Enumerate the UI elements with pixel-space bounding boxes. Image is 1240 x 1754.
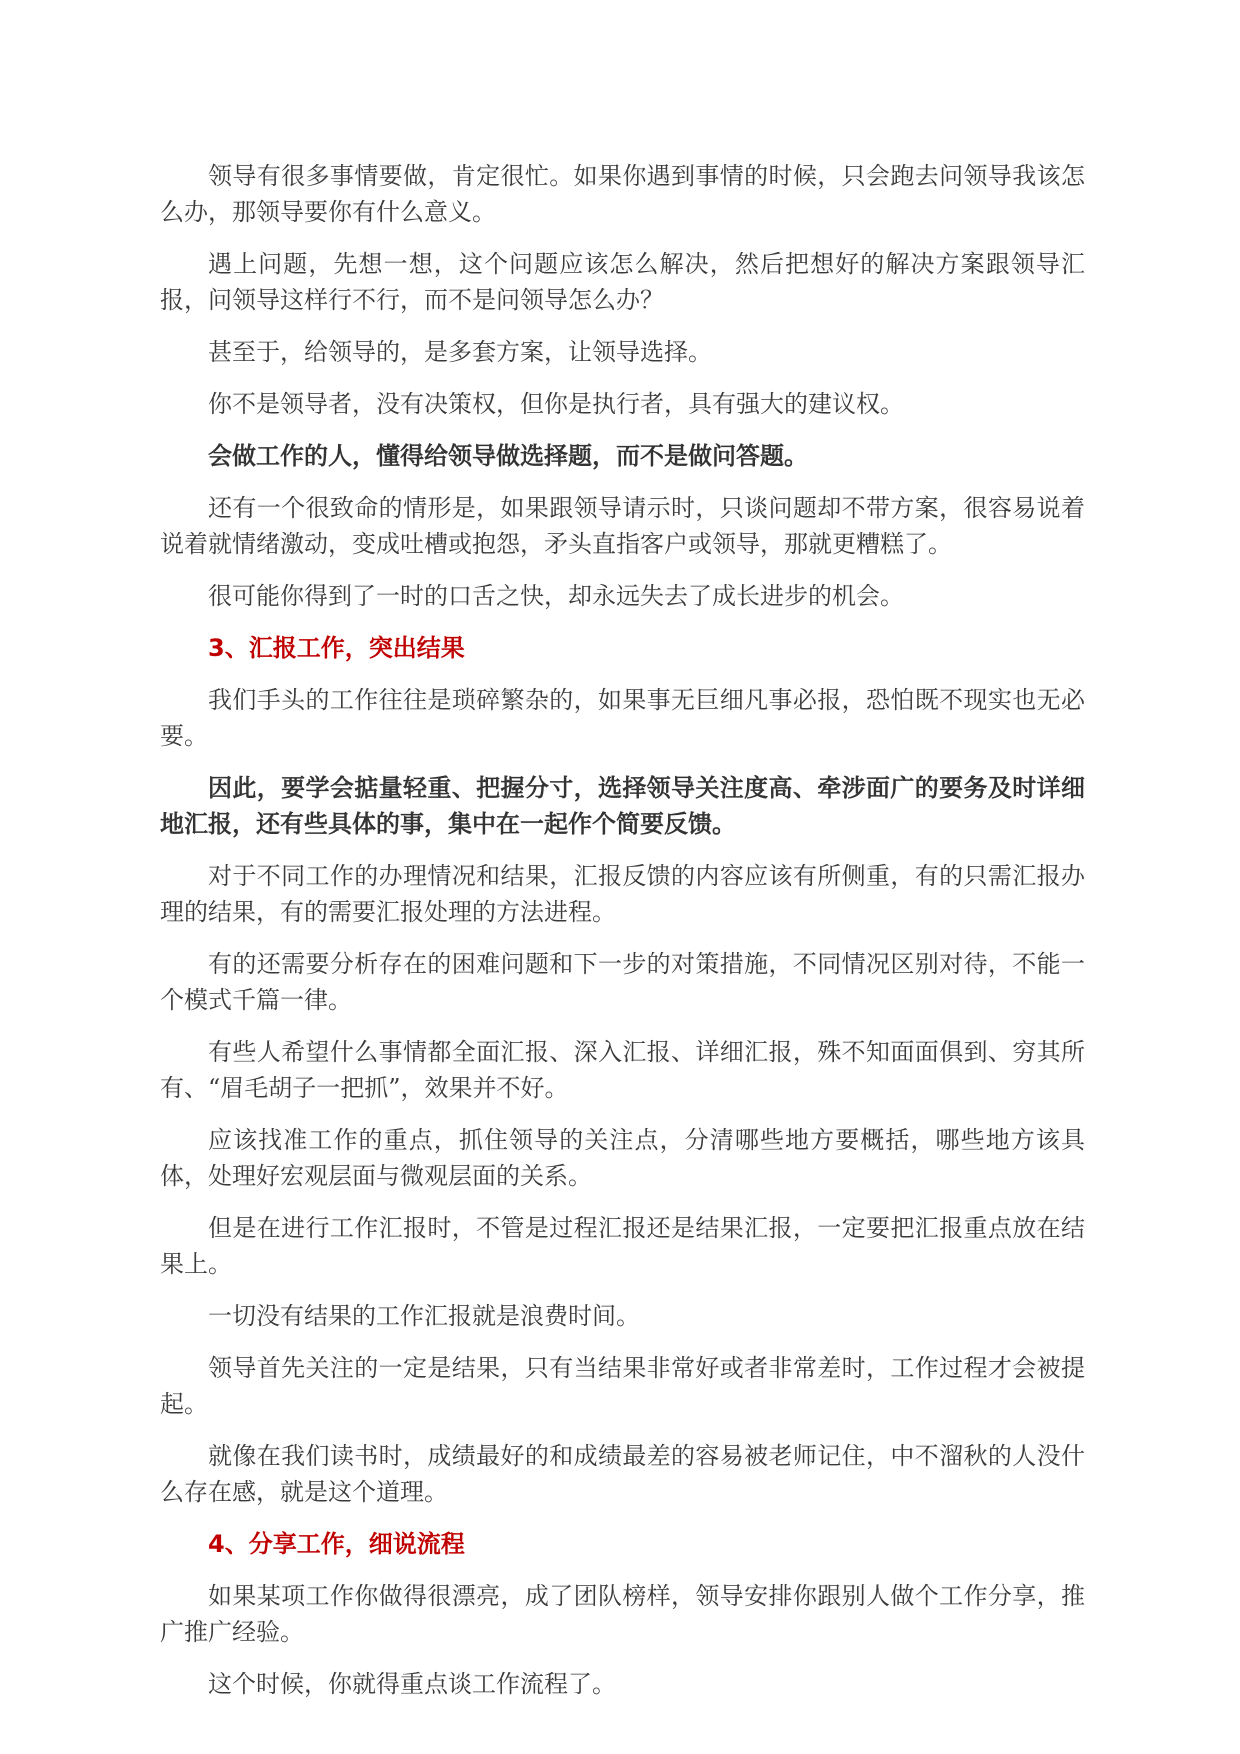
paragraph: 对于不同工作的办理情况和结果，汇报反馈的内容应该有所侧重，有的只需汇报办理的结果，有的需要汇报处理的方法进程。 — [160, 862, 1085, 926]
paragraph: 就像在我们读书时，成绩最好的和成绩最差的容易被老师记住，中不溜秋的人没什么存在感，就是这个道理。 — [160, 1442, 1085, 1506]
section-heading: 4、分享工作，细说流程 — [208, 1530, 465, 1558]
paragraph: 甚至于，给领导的，是多套方案，让领导选择。 — [208, 338, 712, 366]
document-page — [160, 158, 1085, 1718]
paragraph: 但是在进行工作汇报时，不管是过程汇报还是结果汇报，一定要把汇报重点放在结果上。 — [160, 1214, 1085, 1278]
paragraph: 很可能你得到了一时的口舌之快，却永远失去了成长进步的机会。 — [208, 582, 904, 610]
paragraph: 有的还需要分析存在的困难问题和下一步的对策措施，不同情况区别对待，不能一个模式千篇一律。 — [160, 950, 1085, 1014]
paragraph: 我们手头的工作往往是琐碎繁杂的，如果事无巨细凡事必报，恐怕既不现实也无必要。 — [160, 686, 1085, 750]
bold-paragraph: 因此，要学会掂量轻重、把握分寸，选择领导关注度高、牵涉面广的要务及时详细地汇报，还有些具体的事，集中在一起作个简要反馈。 — [160, 774, 1085, 838]
paragraph: 遇上问题，先想一想，这个问题应该怎么解决，然后把想好的解决方案跟领导汇报，问领导这样行不行，而不是问领导怎么办？ — [160, 250, 1085, 314]
paragraph: 如果某项工作你做得很漂亮，成了团队榜样，领导安排你跟别人做个工作分享，推广推广经验。 — [160, 1582, 1085, 1646]
paragraph: 领导首先关注的一定是结果，只有当结果非常好或者非常差时，工作过程才会被提起。 — [160, 1354, 1085, 1418]
paragraph: 领导有很多事情要做，肯定很忙。如果你遇到事情的时候，只会跑去问领导我该怎么办，那领导要你有什么意义。 — [160, 162, 1085, 226]
paragraph: 应该找准工作的重点，抓住领导的关注点，分清哪些地方要概括，哪些地方该具体，处理好宏观层面与微观层面的关系。 — [160, 1126, 1085, 1190]
bold-paragraph: 会做工作的人，懂得给领导做选择题，而不是做问答题。 — [208, 442, 808, 470]
paragraph: 有些人希望什么事情都全面汇报、深入汇报、详细汇报，殊不知面面俱到、穷其所有、“眉毛胡子一把抓”，效果并不好。 — [160, 1038, 1085, 1102]
paragraph: 还有一个很致命的情形是，如果跟领导请示时，只谈问题却不带方案，很容易说着说着就情绪激动，变成吐槽或抱怨，矛头直指客户或领导，那就更糟糕了。 — [160, 494, 1085, 558]
paragraph: 这个时候，你就得重点谈工作流程了。 — [208, 1670, 616, 1698]
paragraph: 你不是领导者，没有决策权，但你是执行者，具有强大的建议权。 — [208, 390, 904, 418]
paragraph: 一切没有结果的工作汇报就是浪费时间。 — [208, 1302, 640, 1330]
section-heading: 3、汇报工作，突出结果 — [208, 634, 465, 662]
